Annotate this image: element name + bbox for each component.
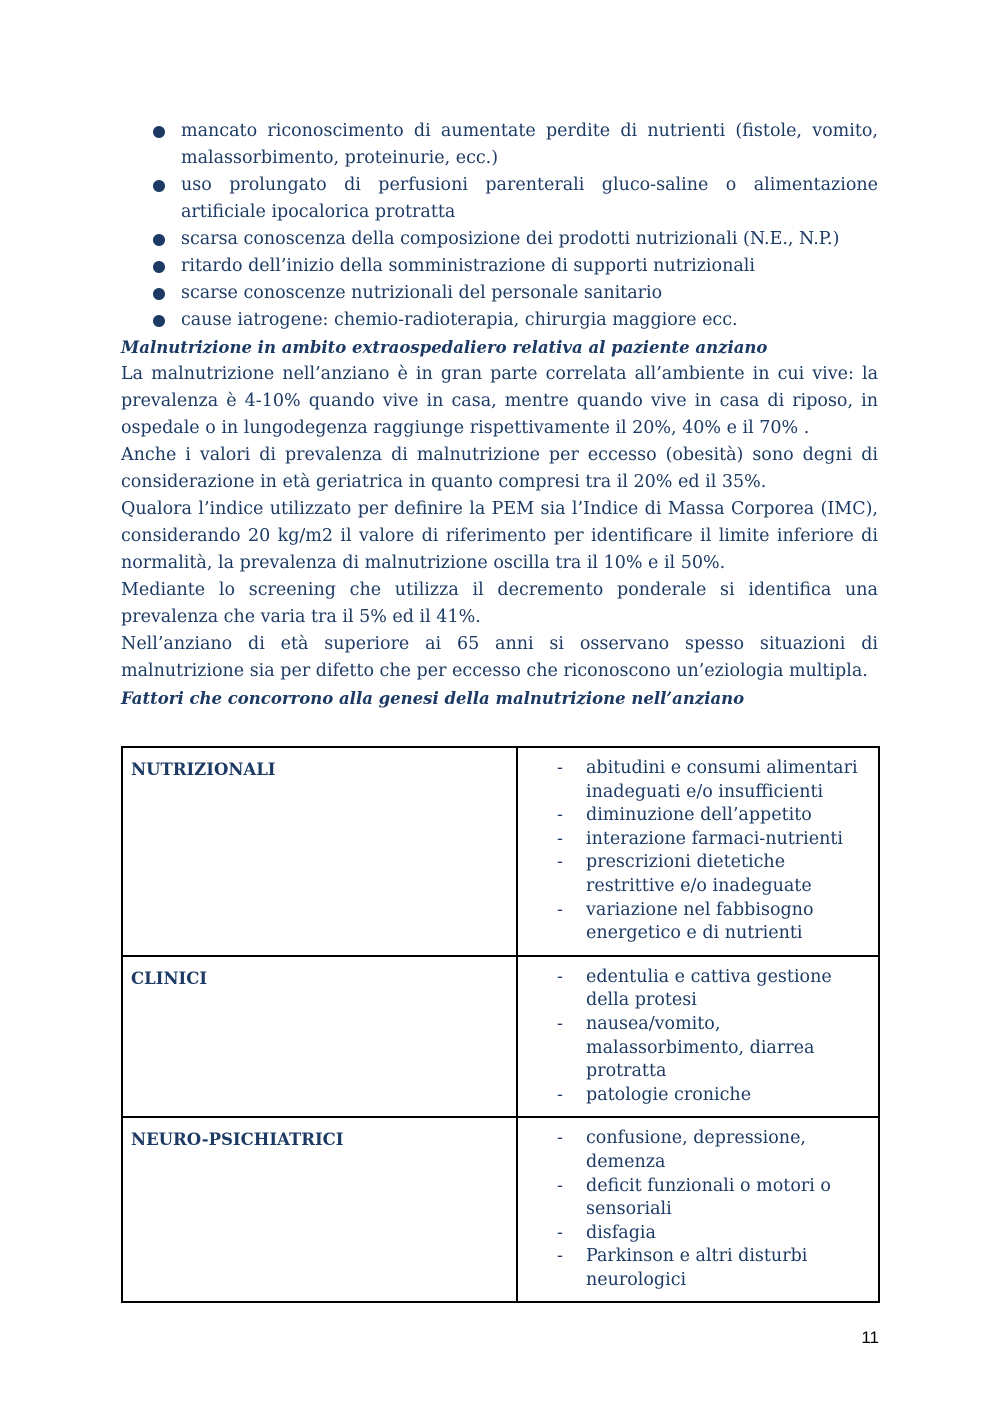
list-item	[121, 253, 878, 280]
dash-bullet: -	[557, 1175, 563, 1196]
section-heading: Malnutrizione in ambito extraospedaliero relativa al paziente anziano	[121, 338, 768, 357]
dash-bullet: -	[557, 852, 563, 873]
bullet-icon	[153, 288, 165, 300]
items-cell	[517, 1117, 879, 1302]
table-row	[122, 956, 879, 1118]
category-cell: CLINICI	[122, 956, 517, 1118]
factor-text: nausea/vomito, malassorbimento, diarrea protratta	[586, 1013, 815, 1082]
dash-bullet: -	[557, 1222, 563, 1243]
factor-text: edentulia e cattiva gestione della protesi	[586, 966, 832, 1011]
factor-item	[554, 1175, 870, 1222]
items-cell	[517, 747, 879, 956]
factor-item	[554, 828, 870, 852]
list-item	[121, 118, 878, 172]
dash-bullet: -	[557, 1013, 563, 1034]
paragraph: Qualora l’indice utilizzato per definire la PEM sia l’Indice di Massa Corporea (IMC), considerando 20 kg/m2 il valore di riferimento per identificare il limite inferiore di normalità, la prevalenza di malnutrizione oscilla tra il 10% e il 50%.	[121, 499, 878, 573]
factor-item	[554, 1245, 870, 1292]
factor-item	[554, 757, 870, 804]
bullet-icon	[153, 315, 165, 327]
page-content	[121, 118, 878, 712]
list-item-text: ritardo dell’inizio della somministrazione di supporti nutrizionali	[181, 256, 755, 276]
factor-item	[554, 851, 870, 898]
factor-list	[554, 757, 870, 946]
paragraph: Nell’anziano di età superiore ai 65 anni si osservano spesso situazioni di malnutrizione sia per difetto che per eccesso che riconoscono un’eziologia multipla.	[121, 634, 878, 681]
table-heading: Fattori che concorrono alla genesi della malnutrizione nell’anziano	[121, 689, 745, 708]
dash-bullet: -	[557, 1246, 563, 1267]
category-cell: NUTRIZIONALI	[122, 747, 517, 956]
category-cell: NEURO-PSICHIATRICI	[122, 1117, 517, 1302]
list-item	[121, 280, 878, 307]
factor-item	[554, 804, 870, 828]
dash-bullet: -	[557, 805, 563, 826]
factors-table	[121, 746, 880, 1303]
list-item-text: cause iatrogene: chemio-radioterapia, chirurgia maggiore ecc.	[181, 310, 738, 330]
table-row	[122, 1117, 879, 1302]
factor-text: prescrizioni dietetiche restrittive e/o inadeguate	[586, 852, 812, 896]
factor-text: Parkinson e altri disturbi neurologici	[586, 1246, 808, 1290]
list-item-text: mancato riconoscimento di aumentate perdite di nutrienti (fistole, vomito, malassorbimento, proteinurie, ecc.)	[181, 121, 878, 168]
dash-bullet: -	[557, 758, 563, 778]
factor-item	[554, 1127, 870, 1174]
cause-list	[121, 118, 878, 334]
bullet-icon	[153, 234, 165, 246]
paragraph: Mediante lo screening che utilizza il decremento ponderale si identifica una prevalenza che varia tra il 5% ed il 41%.	[121, 580, 878, 627]
list-item-text: uso prolungato di perfusioni parenterali gluco-saline o alimentazione artificiale ipocalorica protratta	[181, 175, 878, 222]
factor-text: patologie croniche	[586, 1084, 752, 1105]
factor-text: confusione, depressione, demenza	[586, 1128, 806, 1172]
factor-item	[554, 899, 870, 946]
dash-bullet: -	[557, 1084, 563, 1105]
factor-text: interazione farmaci-nutrienti	[586, 828, 844, 849]
factor-item	[554, 1222, 870, 1246]
bullet-icon	[153, 180, 165, 192]
factor-item	[554, 1013, 870, 1084]
paragraph: Anche i valori di prevalenza di malnutrizione per eccesso (obesità) sono degni di considerazione in età geriatrica in quanto compresi tra il 20% ed il 35%.	[121, 445, 878, 492]
items-cell	[517, 956, 879, 1118]
list-item-text: scarsa conoscenza della composizione dei prodotti nutrizionali (N.E., N.P.)	[181, 229, 840, 249]
dash-bullet: -	[557, 828, 563, 849]
factor-list	[554, 966, 870, 1108]
dash-bullet: -	[557, 899, 563, 920]
list-item-text: scarse conoscenze nutrizionali del personale sanitario	[181, 283, 663, 303]
factor-list	[554, 1127, 870, 1292]
bullet-icon	[153, 126, 165, 138]
factor-text: abitudini e consumi alimentari inadeguati e/o insufficienti	[586, 758, 858, 802]
list-item	[121, 172, 878, 226]
factor-text: variazione nel fabbisogno energetico e di nutrienti	[586, 899, 814, 944]
list-item	[121, 307, 878, 334]
dash-bullet: -	[557, 966, 563, 987]
bullet-icon	[153, 261, 165, 273]
factor-text: diminuzione dell’appetito	[586, 805, 812, 826]
page-number: 11	[861, 1328, 879, 1347]
factor-text: deficit funzionali o motori o sensoriali	[586, 1175, 831, 1220]
table-row	[122, 747, 879, 956]
dash-bullet: -	[557, 1128, 563, 1149]
factor-item	[554, 966, 870, 1013]
factor-item	[554, 1084, 870, 1108]
paragraph: La malnutrizione nell’anziano è in gran parte correlata all’ambiente in cui vive: la prevalenza è 4-10% quando vive in casa, mentre quando vive in casa di riposo, in ospedale o in lungodegenza raggiunge rispettivamente il 20%, 40% e il 70% .	[121, 364, 878, 438]
list-item	[121, 226, 878, 253]
factor-text: disfagia	[586, 1222, 656, 1243]
